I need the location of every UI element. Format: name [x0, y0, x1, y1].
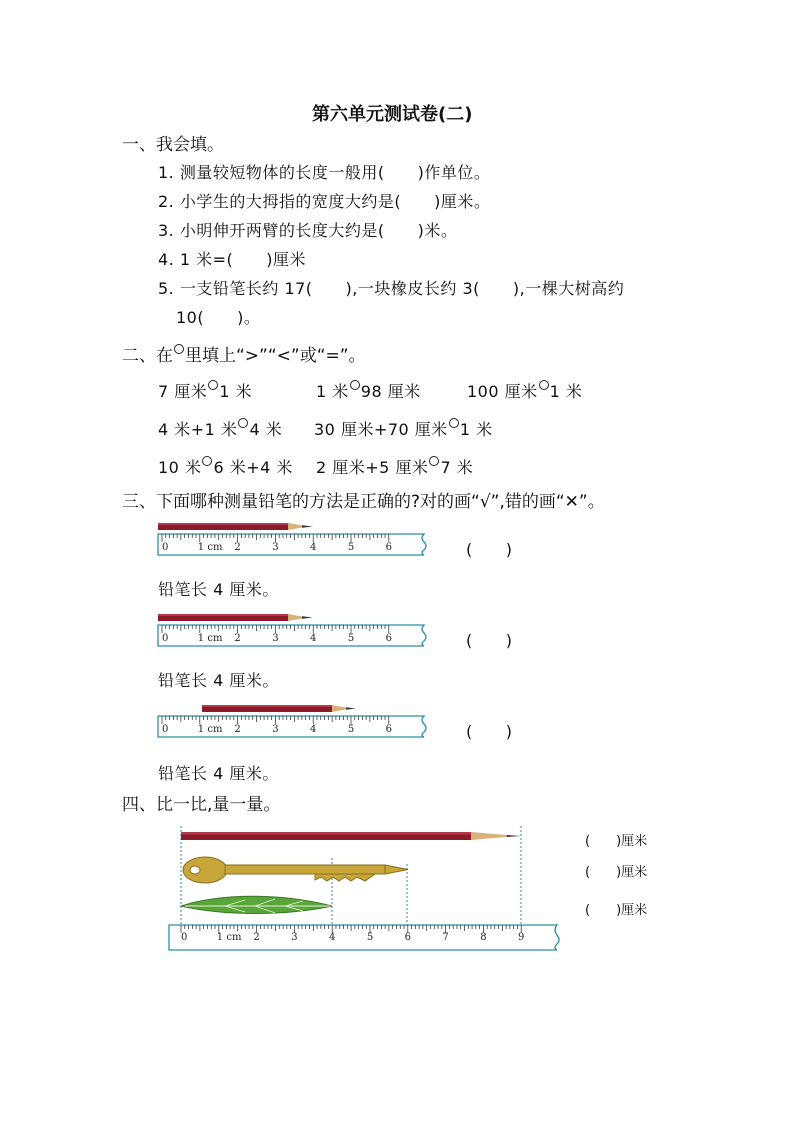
compare-circle[interactable]: [208, 380, 218, 390]
key-icon: [183, 857, 408, 883]
s1-question-5-cont: 10( )。: [176, 308, 261, 327]
s2-heading-post: 里填上“>”“<”或“=”。: [185, 346, 366, 366]
circle-icon: [174, 344, 184, 354]
compare-circle[interactable]: [449, 418, 459, 428]
ruler-tick-label: 1 cm: [197, 724, 223, 735]
ruler-tick-label: 1 cm: [197, 542, 223, 553]
ruler-tick-label: 7: [442, 932, 449, 943]
ruler-tick-label: 0: [181, 932, 188, 943]
compare-item: 30 厘米+70 厘米 1 米: [314, 420, 493, 439]
s1-question-4: 4. 1 米=( )厘米: [158, 250, 307, 269]
ruler-tick-label: 9: [518, 932, 525, 943]
answer-pencil-length[interactable]: ( )厘米: [585, 834, 648, 849]
ruler-tick-label: 5: [366, 932, 374, 943]
pencil-icon: [158, 614, 313, 621]
ruler-tick-label: 6: [385, 633, 392, 644]
answer-paren-3[interactable]: ( ): [466, 722, 513, 741]
ruler-tick-label: 2: [234, 724, 241, 735]
ruler-tick-label: 3: [272, 724, 279, 735]
ruler-tick-label: 6: [385, 724, 392, 735]
ruler-tick-label: 3: [291, 932, 298, 943]
ruler-tick-label: 2: [234, 633, 241, 644]
ruler-tick-label: 4: [310, 724, 317, 735]
ruler-tick-label: 5: [347, 724, 355, 735]
compare-item: 7 厘米 1 米: [158, 382, 253, 401]
ruler-tick-label: 3: [272, 633, 279, 644]
section-1-heading: 一、我会填。: [122, 135, 224, 155]
answer-key-length[interactable]: ( )厘米: [585, 865, 648, 880]
ruler-tick-label: 5: [347, 542, 355, 553]
ruler-tick-label: 4: [310, 633, 317, 644]
compare-item: 4 米+1 米 4 米: [158, 420, 283, 439]
pencil-icon: [202, 705, 356, 712]
answer-paren-2[interactable]: ( ): [466, 631, 513, 650]
s1-question-1: 1. 测量较短物体的长度一般用( )作单位。: [158, 163, 491, 182]
compare-circle[interactable]: [429, 456, 439, 466]
ruler-tick-label: 1 cm: [197, 633, 223, 644]
compare-item: 1 米 98 厘米: [316, 382, 421, 401]
compare-circle[interactable]: [539, 380, 549, 390]
section-2-heading: [122, 341, 366, 366]
ruler-tick-label: 5: [347, 633, 355, 644]
compare-item: 10 米 6 米+4 米: [158, 458, 293, 477]
ruler-tick-label: 1 cm: [216, 932, 242, 943]
ruler-tick-label: 6: [404, 932, 411, 943]
ruler-tick-label: 6: [385, 542, 392, 553]
figure-1-caption: 铅笔长 4 厘米。: [158, 580, 279, 599]
ruler-tick-label: 2: [253, 932, 260, 943]
compare-item: 2 厘米+5 厘米 7 米: [316, 458, 474, 477]
pencil-icon: [181, 832, 521, 840]
s1-question-2: 2. 小学生的大拇指的宽度大约是( )厘米。: [158, 192, 491, 211]
pencil-icon: [158, 523, 313, 530]
page-title: 第六单元测试卷(二): [312, 104, 473, 125]
section-4-heading: 四、比一比,量一量。: [122, 795, 281, 815]
ruler-tick-label: 3: [272, 542, 279, 553]
measure-figure-3: [156, 700, 436, 740]
ruler-tick-label: 4: [329, 932, 336, 943]
compare-circle[interactable]: [202, 456, 212, 466]
compare-circle[interactable]: [238, 418, 248, 428]
section-3-heading: 三、下面哪种测量铅笔的方法是正确的?对的画“√”,错的画“✕”。: [122, 492, 605, 512]
ruler-tick-label: 2: [234, 542, 241, 553]
ruler-tick-label: 0: [162, 724, 169, 735]
figure-2-caption: 铅笔长 4 厘米。: [158, 671, 279, 690]
answer-paren-1[interactable]: ( ): [466, 540, 513, 559]
ruler-tick-label: 0: [162, 633, 169, 644]
s1-question-5: 5. 一支铅笔长约 17( ),一块橡皮长约 3( ),一棵大树高约: [158, 279, 625, 298]
answer-leaf-length[interactable]: ( )厘米: [585, 903, 648, 918]
compare-circle[interactable]: [350, 380, 360, 390]
leaf-icon: [181, 896, 332, 913]
s2-heading-pre: 二、在: [122, 346, 173, 366]
compare-measure-figure: [165, 824, 575, 952]
compare-item: 100 厘米 1 米: [467, 382, 583, 401]
s1-question-3: 3. 小明伸开两臂的长度大约是( )米。: [158, 221, 458, 240]
figure-3-caption: 铅笔长 4 厘米。: [158, 764, 279, 783]
ruler-tick-label: 8: [480, 932, 487, 943]
measure-figure-2: [156, 609, 436, 649]
measure-figure-1: [156, 518, 436, 558]
ruler-tick-label: 4: [310, 542, 317, 553]
ruler-tick-label: 0: [162, 542, 169, 553]
